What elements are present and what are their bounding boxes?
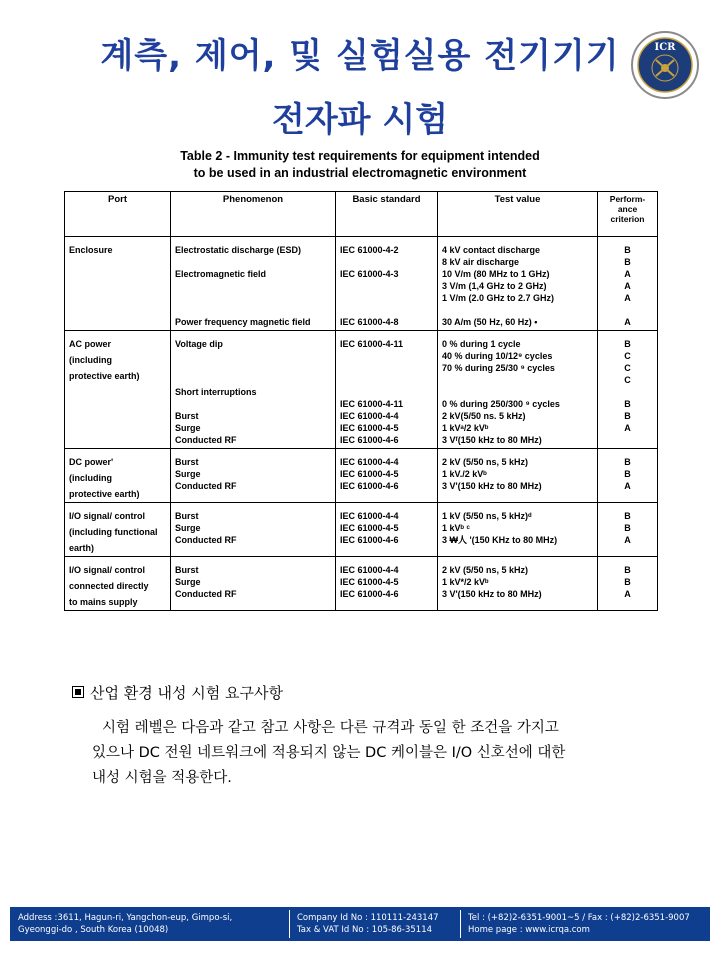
criterion-cell (598, 237, 658, 331)
cell-line: Surge (175, 423, 201, 433)
header-basic-standard: Basic standard (336, 192, 438, 237)
cell-line (602, 304, 653, 316)
footer-address-line1: Address :3611, Hagun-ri, Yangchon-eup, Gimpo-si, (18, 913, 233, 923)
cell-line: A (624, 481, 631, 491)
standard-cell (336, 449, 438, 503)
cell-line: Electrostatic discharge (ESD) (175, 245, 302, 255)
cell-line: IEC 61000-4-5 (340, 523, 399, 533)
cell-line: B (624, 523, 631, 533)
cell-line (340, 350, 433, 362)
cell-line: earth) (69, 543, 95, 553)
cell-line: B (624, 457, 631, 467)
phenomenon-cell (171, 503, 336, 557)
table-row (65, 557, 658, 611)
cell-line: 1 kVᵃ/2 kVᵇ (442, 423, 489, 433)
cell-line (175, 374, 331, 386)
cell-line: 1 kV*/2 kVᵇ (442, 577, 489, 587)
cell-line: to mains supply (69, 597, 138, 607)
cell-line: (including (69, 473, 112, 483)
cell-line: IEC 61000-4-6 (340, 589, 399, 599)
cell-line (442, 386, 593, 398)
cell-line: 10 V/m (80 MHz to 1 GHz) (442, 269, 550, 279)
cell-line: Enclosure (69, 245, 113, 255)
paragraph-line1 (92, 716, 652, 741)
immunity-table (64, 191, 658, 611)
cell-line: IEC 61000-4-5 (340, 577, 399, 587)
icr-logo (630, 30, 700, 100)
cell-line: connected directly (69, 581, 149, 591)
cell-line: Electromagnetic field (175, 269, 267, 279)
page-title-line2: 전자파 시험 (271, 100, 449, 140)
cell-line (175, 350, 331, 362)
port-cell (65, 503, 171, 557)
cell-line (340, 280, 433, 292)
cell-line: IEC 61000-4-6 (340, 535, 399, 545)
cell-line: (including (69, 355, 112, 365)
cell-line: Burst (175, 457, 199, 467)
footer-divider (289, 910, 290, 938)
paragraph-line2: 있으나 DC 전원 네트워크에 적용되지 않는 DC 케이블은 I/O 신호선에 대한 (92, 745, 566, 761)
cell-line: protective earth) (69, 371, 140, 381)
cell-line: 3 V/m (1,4 GHz to 2 GHz) (442, 281, 547, 291)
port-cell (65, 557, 171, 611)
section-title-text: 산업 환경 내성 시험 요구사항 (90, 684, 283, 702)
header-phenomenon: Phenomenon (171, 192, 336, 237)
cell-line (340, 304, 433, 316)
cell-line: IEC 61000-4-4 (340, 565, 399, 575)
test-value-cell (438, 503, 598, 557)
footer-contact-line2: Home page : www.icrqa.com (468, 925, 590, 935)
table-row (65, 449, 658, 503)
paragraph-line1-text: 시험 레벨은 다음과 같고 참고 사항은 다른 규격과 동일 한 조건을 가지고 (102, 720, 559, 736)
caption-line1: Table 2 - Immunity test requirements for equipment intended (180, 149, 540, 163)
cell-line (340, 256, 433, 268)
cell-line: C (624, 363, 631, 373)
cell-line: IEC 61000-4-3 (340, 269, 399, 279)
caption-line2: to be used in an industrial electromagnetic environment (193, 166, 527, 180)
cell-line: A (624, 317, 631, 327)
logo-text: ICR (654, 42, 676, 53)
cell-line (602, 434, 653, 446)
cell-line: 70 % during 25/30 ⁹ cycles (442, 363, 555, 373)
cell-line (340, 362, 433, 374)
cell-line: Short interruptions (175, 387, 257, 397)
cell-line: A (624, 293, 631, 303)
phenomenon-cell (171, 449, 336, 503)
criterion-cell (598, 331, 658, 449)
cell-line: B (624, 399, 631, 409)
footer-divider (460, 910, 461, 938)
cell-line: AC power (69, 339, 112, 349)
cell-line: Burst (175, 411, 199, 421)
cell-line (175, 398, 331, 410)
criterion-cell (598, 503, 658, 557)
paragraph-line3: 내성 시험을 적용한다. (92, 770, 232, 786)
footer-contact (468, 912, 690, 936)
footer-contact-line1: Tel : (+82)2-6351-9001~5 / Fax : (+82)2-6351-9007 (468, 913, 690, 923)
cell-line: 30 A/m (50 Hz, 60 Hz) • (442, 317, 538, 327)
cell-line: Surge (175, 469, 201, 479)
cell-line: IEC 61000-4-11 (340, 339, 404, 349)
cell-line (340, 386, 433, 398)
cell-line: 3 Vᶠ(150 kHz to 80 MHz) (442, 435, 542, 445)
cell-line: IEC 61000-4-4 (340, 457, 399, 467)
footer-bar (10, 907, 710, 941)
cell-line: 1 kVᵇ ᶜ (442, 523, 470, 533)
table-row (65, 503, 658, 557)
footer-company-line1: Company Id No : 110111-243147 (297, 913, 439, 923)
cell-line: (including functional (69, 527, 158, 537)
cell-line: 2 kV (5/50 ns, 5 kHz) (442, 565, 529, 575)
cell-line: A (624, 589, 631, 599)
cell-line: Power frequency magnetic field (175, 317, 311, 327)
footer-company-line2: Tax & VAT Id No : 105-86-35114 (297, 925, 433, 935)
cell-line: B (624, 245, 631, 255)
table-row (65, 237, 658, 331)
cell-line: B (624, 469, 631, 479)
standard-cell (336, 503, 438, 557)
cell-line: 1 kV./2 kVᵇ (442, 469, 487, 479)
test-value-cell (438, 331, 598, 449)
cell-line: IEC 61000-4-5 (340, 423, 399, 433)
test-value-cell (438, 237, 598, 331)
footer-address (18, 912, 232, 936)
cell-line: Conducted RF (175, 589, 237, 599)
cell-line: 1 kV (5/50 ns, 5 kHz)ᵈ (442, 511, 532, 521)
cell-line: A (624, 269, 631, 279)
cell-line: Surge (175, 577, 201, 587)
cell-line: 2 kV(5/50 ns. 5 kHz) (442, 411, 526, 421)
cell-line: IEC 61000-4-4 (340, 511, 399, 521)
cell-line: I/O signal/ control (69, 565, 146, 575)
cell-line: IEC 61000-4-5 (340, 469, 399, 479)
cell-line: I/O signal/ control (69, 511, 146, 521)
cell-line: 8 kV air discharge (442, 257, 520, 267)
header-port: Port (65, 192, 171, 237)
cell-line (602, 386, 653, 398)
section-paragraph (92, 716, 652, 791)
cell-line: Burst (175, 511, 199, 521)
footer-company (297, 912, 439, 936)
cell-line: B (624, 511, 631, 521)
cell-line: IEC 61000-4-11 (340, 399, 404, 409)
cell-line: 0 % during 1 cycle (442, 339, 521, 349)
cell-line: 3 ₩人 '(150 KHz to 80 MHz) (442, 535, 558, 545)
cell-line: A (624, 281, 631, 291)
cell-line (175, 256, 331, 268)
port-cell (65, 237, 171, 331)
cell-line (175, 292, 331, 304)
port-cell (65, 449, 171, 503)
cell-line (442, 304, 593, 316)
cell-line: C (624, 351, 631, 361)
cell-line (175, 362, 331, 374)
cell-line: 4 kV contact discharge (442, 245, 541, 255)
cell-line: IEC 61000-4-6 (340, 435, 399, 445)
cell-line: B (624, 577, 631, 587)
test-value-cell (438, 557, 598, 611)
cell-line: B (624, 339, 631, 349)
cell-line: 2 kV (5/50 ns, 5 kHz) (442, 457, 529, 467)
header-criterion: Perform- ance criterion (598, 192, 658, 237)
table-caption (0, 148, 720, 182)
cell-line: Voltage dip (175, 339, 223, 349)
cell-line (442, 374, 593, 386)
cell-line: B (624, 411, 631, 421)
cell-line: Conducted RF (175, 481, 237, 491)
cell-line: B (624, 565, 631, 575)
cell-line: 3 V'(150 kHz to 80 MHz) (442, 481, 542, 491)
criterion-cell (598, 557, 658, 611)
cell-line: Conducted RF (175, 535, 237, 545)
phenomenon-cell (171, 237, 336, 331)
cell-line: A (624, 535, 631, 545)
standard-cell (336, 237, 438, 331)
test-value-cell (438, 449, 598, 503)
cell-line: 1 V/m (2.0 GHz to 2.7 GHz) (442, 293, 555, 303)
table-row (65, 331, 658, 449)
cell-line: B (624, 257, 631, 267)
cell-line: DC power' (69, 457, 114, 467)
cell-line: C (624, 375, 631, 385)
cell-line: IEC 61000-4-6 (340, 481, 399, 491)
table-header-row (65, 192, 658, 237)
phenomenon-cell (171, 557, 336, 611)
square-bullet-icon (72, 686, 84, 698)
cell-line: 0 % during 250/300 ⁹ cycles (442, 399, 560, 409)
cell-line: Burst (175, 565, 199, 575)
footer-address-line2: Gyeonggi-do , South Korea (10048) (18, 925, 169, 935)
cell-line (175, 280, 331, 292)
cell-line (340, 292, 433, 304)
cell-line (175, 304, 331, 316)
cell-line: IEC 61000-4-8 (340, 317, 399, 327)
cell-line: Surge (175, 523, 201, 533)
standard-cell (336, 331, 438, 449)
cell-line: IEC 61000-4-4 (340, 411, 399, 421)
phenomenon-cell (171, 331, 336, 449)
standard-cell (336, 557, 438, 611)
cell-line: protective earth) (69, 489, 140, 499)
cell-line (340, 374, 433, 386)
port-cell (65, 331, 171, 449)
cell-line: Conducted RF (175, 435, 237, 445)
header-test-value: Test value (438, 192, 598, 237)
section-heading (72, 682, 283, 703)
cell-line: IEC 61000-4-2 (340, 245, 399, 255)
page-title-line1: 계측, 제어, 및 실험실용 전기기기 (100, 36, 620, 76)
cell-line: 3 V'(150 kHz to 80 MHz) (442, 589, 542, 599)
criterion-cell (598, 449, 658, 503)
cell-line: 40 % during 10/12⁹ cycles (442, 351, 553, 361)
cell-line: A (624, 423, 631, 433)
